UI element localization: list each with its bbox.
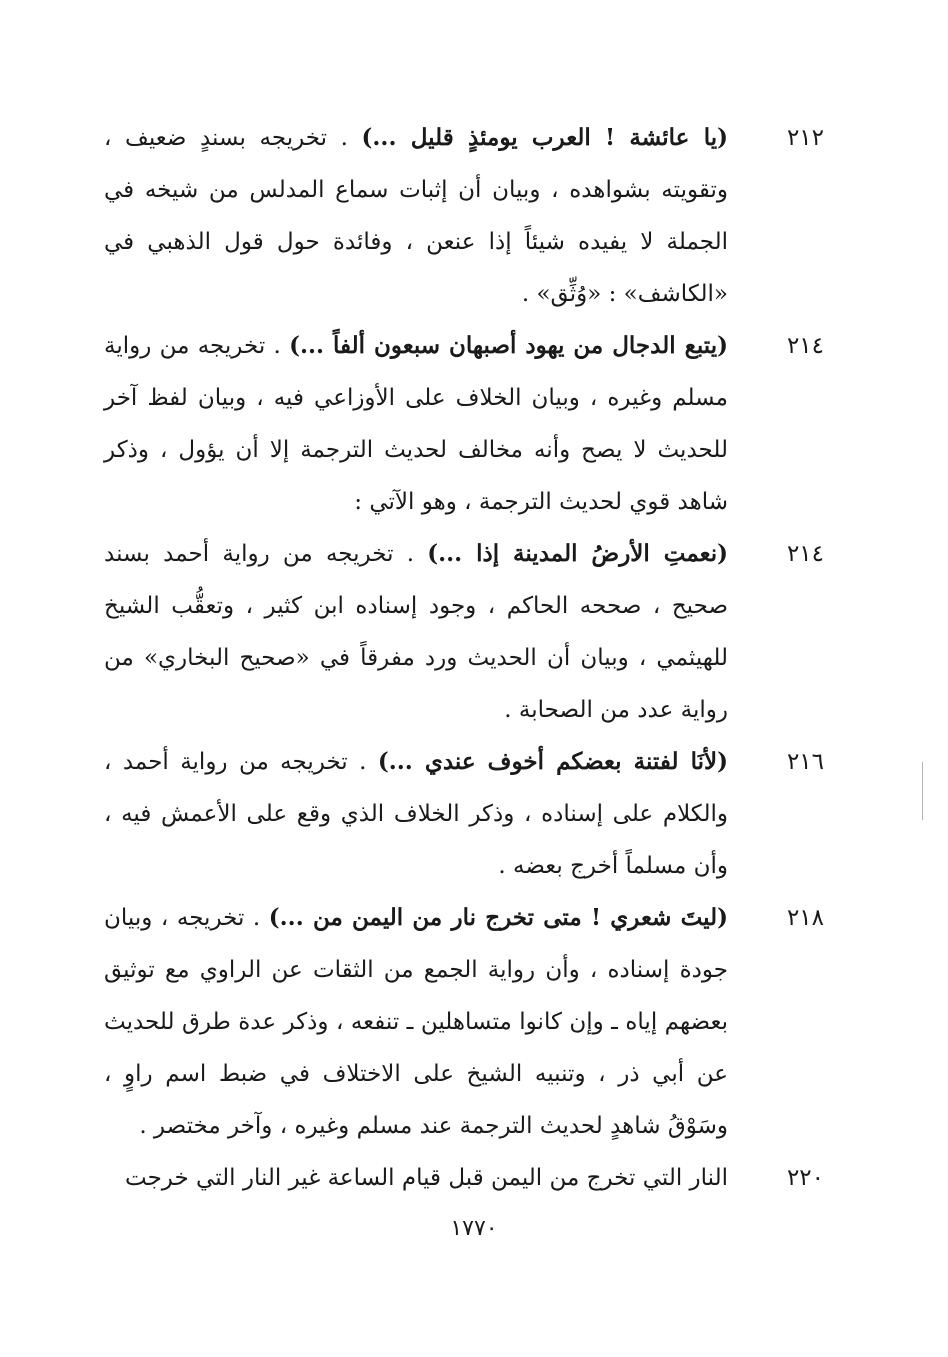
- index-entries: [104, 112, 824, 1204]
- page-number: ١٧٧٠: [450, 1216, 498, 1241]
- index-entry: [104, 736, 824, 892]
- entry-number: ٢٢٠: [786, 1165, 824, 1191]
- scan-edge-mark: [922, 762, 923, 820]
- entry-text: . تخريجه من رواية مسلم وغيره ، وبيان الخلاف على الأوزاعي فيه ، وبيان لفظ آخر للحديث لا يصح وأنه مخالف لحديث الترجمة إلا أن يؤول ، وذكر شاهد قوي لحديث الترجمة ، وهو الآتي :: [104, 333, 728, 515]
- hadith-title: (يتبع الدجال من يهود أصبهان سبعون ألفاً ...): [289, 332, 728, 359]
- index-entry: [104, 528, 824, 736]
- entry-number: ٢١٦: [786, 749, 824, 775]
- entry-number: ٢١٤: [786, 541, 824, 567]
- entry-number: ٢١٢: [786, 125, 824, 151]
- entry-number: ٢١٤: [786, 333, 824, 359]
- entry-body: [104, 736, 728, 892]
- entry-number: ٢١٨: [786, 905, 824, 931]
- hadith-title: (يا عائشة ! العرب يومئذٍ قليل ...): [361, 124, 728, 151]
- index-entry: [104, 320, 824, 528]
- hadith-title: (لأنَا لفتنة بعضكم أخوف عندي ...): [377, 748, 728, 775]
- entry-text: . تخريجه من رواية أحمد ، والكلام على إسناده ، وذكر الخلاف الذي وقع على الأعمش فيه ، وأن مسلماً أخرج بعضه .: [104, 749, 728, 879]
- entry-body: [104, 528, 728, 736]
- entry-text: . تخريجه من رواية أحمد بسند صحيح ، صححه الحاكم ، وجود إسناده ابن كثير ، وتعقُّب الشيخ للهيثمي ، وبيان أن الحديث ورد مفرقاً في «صحيح البخاري» من رواية عدد من الصحابة .: [104, 541, 728, 723]
- entry-text: . تخريجه ، وبيان جودة إسناده ، وأن رواية الجمع من الثقات عن الراوي مع توثيق بعضهم إياه ـ وإن كانوا متساهلين ـ تنفعه ، وذكر عدة طرق للحديث عن أبي ذر ، وتنبيه الشيخ على الاختلاف في ضبط اسم راوٍ ، وسَوْقُ شاهدٍ لحديث الترجمة عند مسلم وغيره ، وآخر مختصر .: [104, 905, 728, 1139]
- index-entry: [104, 1152, 824, 1204]
- hadith-title: (ليتَ شعري ! متى تخرج نار من اليمن من ...): [268, 904, 729, 931]
- entry-text: النار التي تخرج من اليمن قبل قيام الساعة غير النار التي خرجت: [125, 1165, 728, 1191]
- entry-text: . تخريجه بسندٍ ضعيف ، وتقويته بشواهده ، وبيان أن إثبات سماع المدلس من شيخه في الجملة لا يفيده شيئاً إذا عنعن ، وفائدة حول قول الذهبي في «الكاشف» : «وُثِّق» .: [104, 125, 728, 307]
- entry-body: [104, 1152, 728, 1204]
- entry-body: [104, 112, 728, 320]
- entry-body: [104, 892, 728, 1152]
- entry-body: [104, 320, 728, 528]
- hadith-title: (نعمتِ الأرضُ المدينة إذا ...): [427, 540, 728, 567]
- index-entry: [104, 112, 824, 320]
- index-entry: [104, 892, 824, 1152]
